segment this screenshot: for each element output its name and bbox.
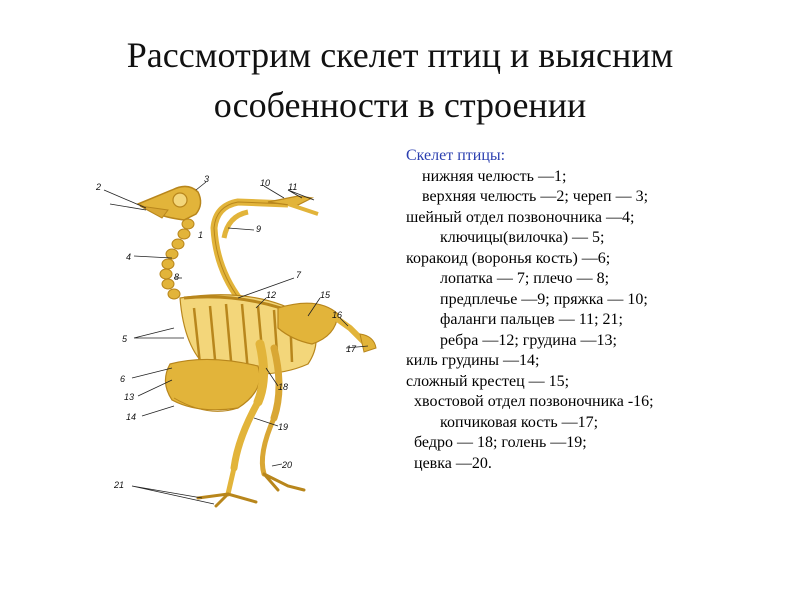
slide-title [40, 30, 760, 130]
label-12: 12 [266, 290, 277, 300]
label-10: 10 [260, 178, 271, 188]
label-15: 15 [320, 290, 331, 300]
label-7: 7 [296, 270, 302, 280]
list-item: лопатка — 7; плечо — 8; [440, 270, 610, 287]
list-item: ключицы(вилочка) — 5; [440, 229, 605, 246]
label-8: 8 [174, 272, 180, 282]
label-9: 9 [256, 224, 262, 234]
bird-skeleton-illustration [88, 168, 388, 518]
list-item: нижняя челюсть —1; [422, 167, 567, 185]
label-14: 14 [126, 412, 137, 422]
label-11: 11 [288, 182, 298, 192]
skull-group [138, 186, 201, 220]
label-2: 2 [96, 182, 102, 192]
label-6: 6 [120, 374, 126, 384]
slide-title-line-1: Рассмотрим скелет птиц и выясним [126, 35, 674, 75]
label-21: 21 [114, 480, 125, 490]
list-item: фаланги пальцев — 11; 21; [440, 311, 623, 328]
label-13: 13 [124, 392, 135, 402]
bird-skeleton-figure [88, 168, 388, 518]
list-item: коракоид (воронья кость) —6; [406, 249, 611, 267]
list-item: бедро — 18; голень —19; [414, 434, 587, 451]
label-19: 19 [278, 422, 289, 432]
wing-bones [214, 196, 318, 300]
list-item: шейный отдел позвоночника —4; [406, 208, 635, 226]
list-item: цевка —20. [414, 454, 492, 472]
label-5: 5 [122, 334, 128, 344]
neck-vertebrae [160, 219, 194, 299]
list-item: предплечье —9; пряжка — 10; [440, 290, 648, 308]
label-1: 1 [198, 230, 204, 240]
list-item: хвостовой отдел позвоночника -16; [414, 393, 654, 410]
label-20: 20 [282, 460, 293, 470]
list-item: копчиковая кость —17; [440, 413, 599, 431]
slide-title-line-2: особенности в строении [213, 85, 587, 125]
label-3: 3 [204, 174, 210, 184]
list-item: верхняя челюсть —2; череп — 3; [422, 188, 649, 205]
label-18: 18 [278, 382, 289, 392]
skeleton-parts-list [406, 146, 786, 474]
list-item: сложный крестец — 15; [406, 372, 570, 390]
sternum-keel [165, 359, 259, 411]
label-17: 17 [346, 344, 357, 354]
list-item: киль грудины —14; [406, 352, 540, 369]
label-16: 16 [332, 310, 343, 320]
list-item: ребра —12; грудина —13; [440, 331, 617, 349]
label-4: 4 [126, 252, 132, 262]
list-heading: Скелет птицы: [406, 147, 506, 164]
